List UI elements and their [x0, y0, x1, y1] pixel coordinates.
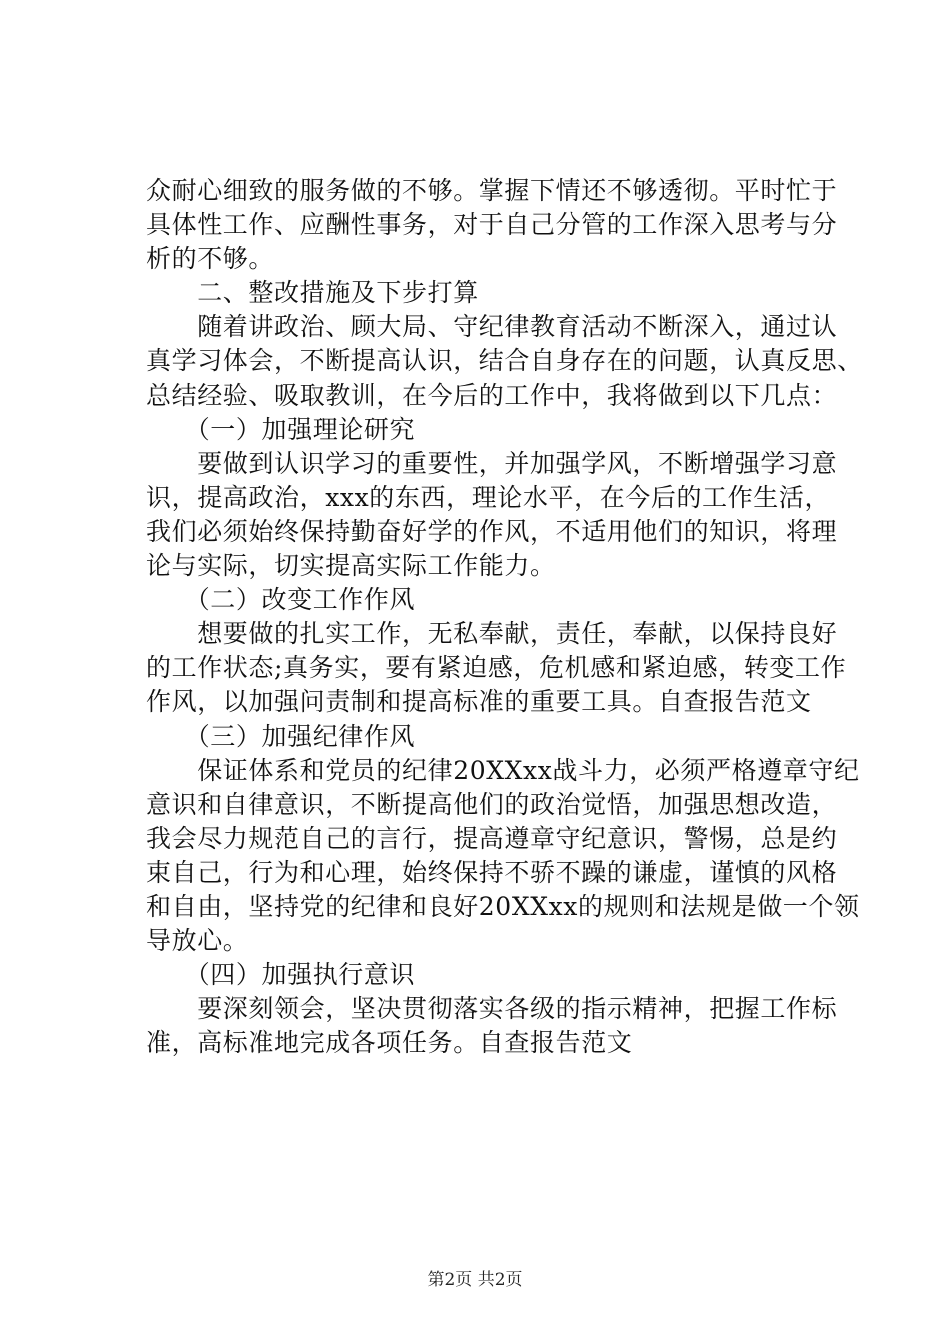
text-line: 论与实际，切实提高实际工作能力。: [146, 551, 556, 581]
document-body: [146, 174, 863, 1060]
text-line: 准，高标准地完成各项任务。自查报告范文: [146, 1028, 633, 1058]
text-line: 导放心。: [146, 926, 249, 956]
text-line: 意识和自律意识，不断提高他们的政治觉悟，加强思想改造，: [146, 789, 838, 819]
text-line: 真学习体会，不断提高认识，结合自身存在的问题，认真反思、: [146, 346, 863, 376]
section-heading: 二、整改措施及下步打算: [146, 278, 479, 308]
subsection-heading: （一）加强理论研究: [146, 414, 416, 444]
text-line: 总结经验、吸取教训，在今后的工作中，我将做到以下几点：: [146, 380, 838, 410]
text-line: 众耐心细致的服务做的不够。掌握下情还不够透彻。平时忙于: [146, 176, 838, 205]
subsection-heading: （二）改变工作作风: [146, 585, 416, 615]
text-line: 要深刻领会，坚决贯彻落实各级的指示精神，把握工作标: [146, 994, 838, 1024]
text-line: 的工作状态;真务实，要有紧迫感，危机感和紧迫感，转变工作: [146, 653, 847, 683]
text-line: 束自己，行为和心理，始终保持不骄不躁的谦虚，谨慎的风格: [146, 857, 838, 887]
text-line: 随着讲政治、顾大局、守纪律教育活动不断深入，通过认: [146, 312, 838, 342]
text-line: 具体性工作、应酬性事务，对于自己分管的工作深入思考与分: [146, 210, 838, 240]
text-line: 作风，以加强问责制和提高标准的重要工具。自查报告范文: [146, 687, 812, 717]
subsection-heading: （三）加强纪律作风: [146, 721, 416, 751]
text-line: 要做到认识学习的重要性，并加强学风，不断增强学习意: [146, 448, 838, 478]
text-line: 保证体系和党员的纪律20XXxx战斗力，必须严格遵章守纪: [146, 755, 860, 785]
text-line: 我们必须始终保持勤奋好学的作风，不适用他们的知识，将理: [146, 516, 838, 546]
text-line: 析的不够。: [146, 244, 275, 274]
text-line: 和自由，坚持党的纪律和良好20XXxx的规则和法规是做一个领: [146, 891, 860, 921]
text-line: 想要做的扎实工作，无私奉献，责任，奉献，以保持良好: [146, 619, 838, 649]
subsection-heading: （四）加强执行意识: [146, 960, 416, 990]
page-number-footer: 第2页 共2页: [427, 1270, 523, 1290]
text-line: 我会尽力规范自己的言行，提高遵章守纪意识，警惕，总是约: [146, 823, 838, 853]
text-line: 识，提高政治，xxx的东西，理论水平，在今后的工作生活，: [146, 482, 831, 512]
